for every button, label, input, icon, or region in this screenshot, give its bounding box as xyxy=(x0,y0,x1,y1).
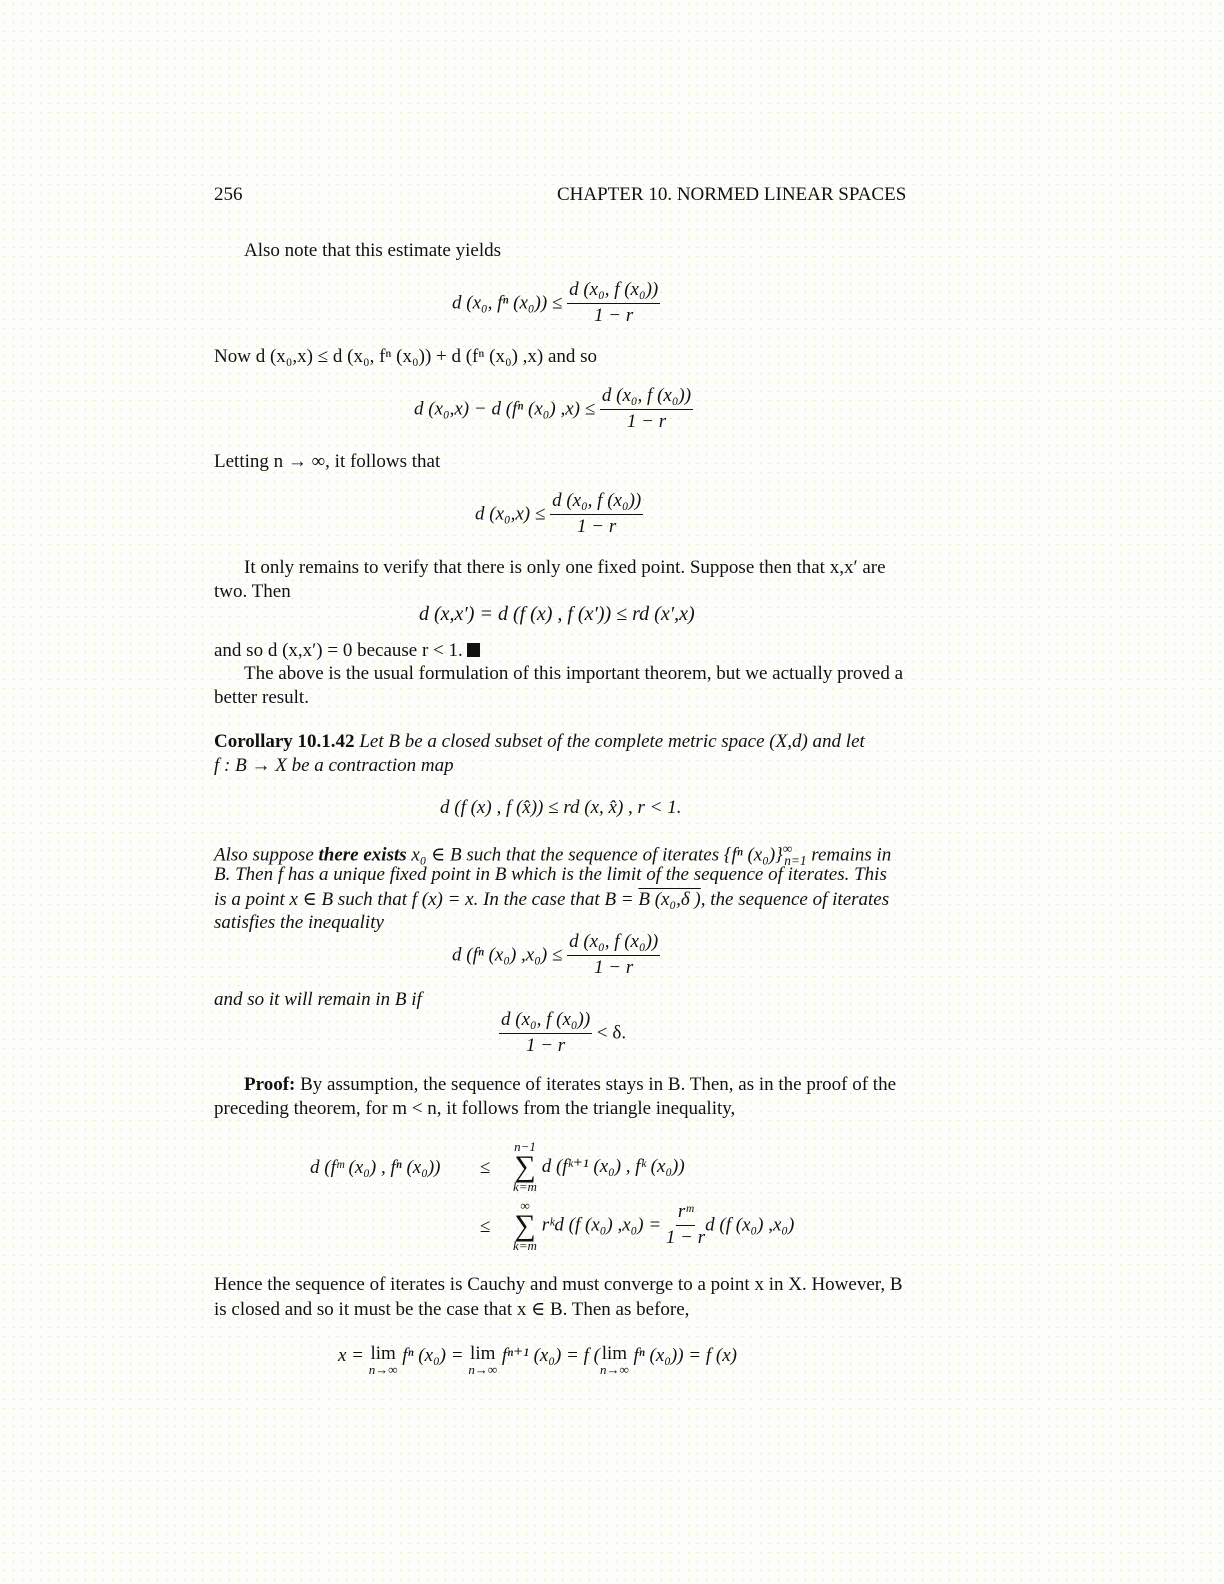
limit-operator xyxy=(468,1344,497,1376)
corollary-label: Corollary 10.1.42 xyxy=(214,731,355,752)
denominator: 1 − r xyxy=(594,956,634,978)
text: remains in xyxy=(806,844,892,866)
proof-text: By assumption, the sequence of iterates stays in B. Then, as in the proof of the xyxy=(295,1074,897,1095)
limit-subscript: n→∞ xyxy=(368,1362,398,1377)
fraction xyxy=(499,1010,592,1057)
equation-8-row-1 xyxy=(513,1140,685,1193)
term: x = xyxy=(338,1345,369,1366)
fraction xyxy=(600,386,693,433)
corollary-line xyxy=(214,888,889,911)
equation-8-row-2 xyxy=(513,1199,794,1252)
qed-square-icon xyxy=(467,643,480,657)
proof-line: Hence the sequence of iterates is Cauchy and must converge to a point x in X. However, B xyxy=(214,1274,903,1295)
numerator: d (x₀, f (x₀)) xyxy=(550,491,643,515)
term: fⁿ⁺¹ (x₀) = f ( xyxy=(497,1345,600,1366)
limit-subscript: n→∞ xyxy=(468,1362,498,1377)
sum-term: rᵏd (f (x₀) ,x₀) = xyxy=(541,1214,662,1236)
fraction xyxy=(567,280,660,327)
sigma-icon: ∑ xyxy=(514,1209,536,1242)
corollary-text: Let B be a closed subset of the complete metric space (X,d) and let xyxy=(359,731,865,752)
equation-6 xyxy=(452,932,660,979)
equation-8-lhs: d (fᵐ (x₀) , fⁿ (x₀)) xyxy=(310,1157,441,1178)
chapter-title: CHAPTER 10. NORMED LINEAR SPACES xyxy=(557,184,907,205)
paragraph: Also note that this estimate yields xyxy=(244,240,501,261)
paragraph: Now d (x₀,x) ≤ d (x₀, fⁿ (x₀)) + d (fⁿ (x₀) ,x) and so xyxy=(214,346,598,367)
equation-3 xyxy=(475,491,643,538)
denominator: 1 − r xyxy=(577,515,617,537)
corollary-line xyxy=(214,731,865,753)
equation-lhs: d (fⁿ (x₀) ,x₀) ≤ xyxy=(452,944,563,966)
term: d (f (x₀) ,x₀) xyxy=(705,1214,795,1236)
text: is a point x ∈ B such that f (x) = x. In the case that B = xyxy=(214,889,639,910)
proof-line: preceding theorem, for m < n, it follows from the triangle inequality, xyxy=(214,1098,736,1119)
paragraph-text: and so d (x,x′) = 0 because r < 1. xyxy=(214,640,463,661)
equation-2 xyxy=(414,386,693,433)
emphasis: there exists xyxy=(318,844,407,866)
paragraph: better result. xyxy=(214,687,309,708)
denominator: 1 − r xyxy=(665,1227,706,1248)
summation xyxy=(513,1140,537,1193)
page-number: 256 xyxy=(214,184,243,205)
proof-label: Proof: xyxy=(244,1074,296,1095)
numerator: d (x₀, f (x₀)) xyxy=(567,280,660,304)
lim: lim xyxy=(370,1343,396,1364)
equation-lhs: d (x₀, fⁿ (x₀)) ≤ xyxy=(452,292,563,314)
lim: lim xyxy=(470,1343,496,1364)
corollary-line: B. Then f has a unique fixed point in B which is the limit of the sequence of iterates. This xyxy=(214,864,887,885)
summation xyxy=(513,1199,537,1252)
corollary-line: satisfies the inequality xyxy=(214,912,384,933)
limit-operator xyxy=(600,1344,629,1376)
sigma-icon: ∑ xyxy=(514,1150,536,1183)
subscript: n=1 xyxy=(784,853,807,869)
proof-line xyxy=(244,1074,896,1096)
paragraph: Letting n → ∞, it follows that xyxy=(214,451,441,472)
sum-lower: k=m xyxy=(513,1238,537,1253)
denominator: 1 − r xyxy=(594,304,634,326)
term: fⁿ (x₀)) = f (x) xyxy=(628,1345,737,1366)
paragraph: two. Then xyxy=(214,581,291,602)
equation-lhs: d (x₀,x) − d (fⁿ (x₀) ,x) ≤ xyxy=(414,398,596,420)
corollary-line: and so it will remain in B if xyxy=(214,989,422,1010)
paragraph: The above is the usual formulation of this important theorem, but we actually proved a xyxy=(244,663,904,684)
fraction xyxy=(550,491,643,538)
equation-9 xyxy=(338,1344,737,1376)
equation-lhs: d (x₀,x) ≤ xyxy=(475,503,546,525)
sum-upper: n−1 xyxy=(514,1139,536,1154)
closed-ball: B (x₀,δ ) xyxy=(638,889,701,910)
text: Also suppose xyxy=(214,844,319,866)
equation-1 xyxy=(452,280,660,327)
text: , the sequence of iterates xyxy=(700,889,890,910)
text: x₀ ∈ B such that the sequence of iterates {fⁿ (x₀)} xyxy=(406,844,783,866)
denominator: 1 − r xyxy=(525,1034,566,1056)
numerator: d (x₀, f (x₀)) xyxy=(499,1010,592,1034)
superscript: ∞ xyxy=(782,841,793,856)
limit-operator xyxy=(369,1344,398,1376)
relation-le: ≤ xyxy=(480,1216,491,1237)
fraction xyxy=(567,932,660,979)
paragraph: It only remains to verify that there is only one fixed point. Suppose then that x,x′ are xyxy=(244,557,886,578)
corollary-line: f : B → X be a contraction map xyxy=(214,755,454,776)
numerator: d (x₀, f (x₀)) xyxy=(567,932,660,956)
term: fⁿ (x₀) = xyxy=(397,1345,469,1366)
numerator: rᵐ xyxy=(676,1202,695,1226)
numerator: d (x₀, f (x₀)) xyxy=(600,386,693,410)
equation-4: d (x,x′) = d (f (x) , f (x′)) ≤ rd (x′,x) xyxy=(419,603,695,625)
denominator: 1 − r xyxy=(626,410,667,432)
sum-lower: k=m xyxy=(513,1179,537,1194)
paragraph xyxy=(214,640,480,662)
equation-rhs: < δ. xyxy=(596,1022,627,1044)
equation-5: d (f (x) , f (x̂)) ≤ rd (x, x̂) , r < 1. xyxy=(440,797,682,818)
equation-7 xyxy=(499,1010,626,1057)
limit-subscript: n→∞ xyxy=(599,1362,629,1377)
sum-upper: ∞ xyxy=(520,1198,530,1213)
sum-term: d (fᵏ⁺¹ (x₀) , fᵏ (x₀)) xyxy=(541,1156,685,1177)
proof-line: is closed and so it must be the case that x ∈ B. Then as before, xyxy=(214,1299,690,1320)
fraction xyxy=(666,1202,705,1249)
relation-le: ≤ xyxy=(480,1157,491,1178)
lim: lim xyxy=(601,1343,628,1364)
